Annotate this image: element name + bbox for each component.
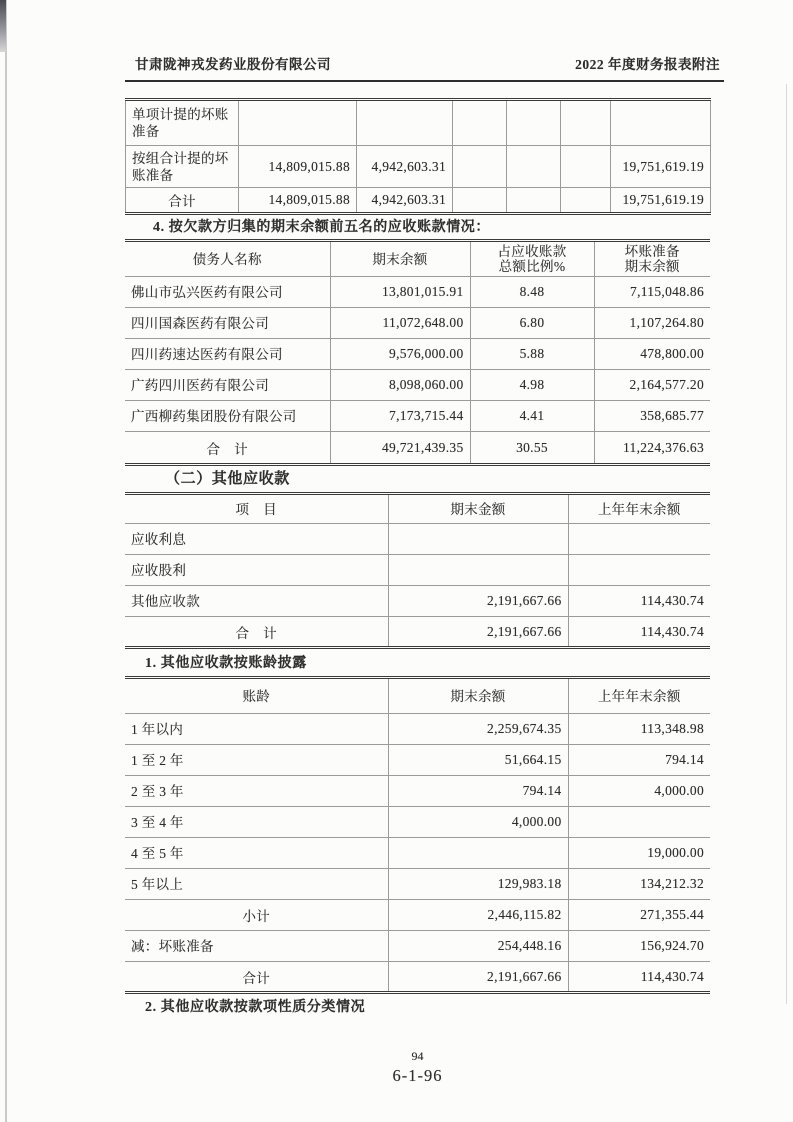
section2-heading: （二）其他应收款 <box>165 471 290 487</box>
cell-value <box>561 100 611 146</box>
scan-edge-line-right <box>786 84 787 1004</box>
cell-closing: 9,576,000.00 <box>330 339 470 370</box>
cell-debtor: 佛山市弘兴医药有限公司 <box>125 277 330 308</box>
cell-value <box>507 188 561 214</box>
cell-value: 4,942,603.31 <box>357 188 453 214</box>
col-header-ratio-line2: 总额比例% <box>498 259 566 274</box>
scan-corner-artifact <box>0 0 6 52</box>
cell-prior <box>568 524 710 555</box>
report-title: 2022 年度财务报表附注 <box>575 57 720 72</box>
table-row <box>126 146 711 188</box>
cell-label: 按组合计提的坏账准备 <box>126 146 239 188</box>
cell-item: 其他应收款 <box>125 586 388 617</box>
col-header-age: 账龄 <box>125 678 388 714</box>
page-header <box>125 53 724 82</box>
cell-age: 1 至 2 年 <box>125 745 388 776</box>
cell-label: 合计 <box>168 194 196 209</box>
cell-value: 14,809,015.88 <box>239 146 357 188</box>
cell-closing: 794.14 <box>388 776 568 807</box>
note2-heading: 2. 其他应收款按款项性质分类情况 <box>145 1000 366 1015</box>
cell-value: 19,751,619.19 <box>611 188 711 214</box>
cell-value: 4,942,603.31 <box>357 146 453 188</box>
bad-debt-provision-table <box>125 98 711 215</box>
col-header-closing: 期末余额 <box>388 678 568 714</box>
scan-edge-line <box>5 0 7 1122</box>
table-row <box>126 100 711 146</box>
cell-total-label: 合 计 <box>235 625 277 641</box>
top5-receivables-table <box>125 239 710 466</box>
aging-table <box>125 676 710 994</box>
table-row <box>125 555 710 586</box>
cell-ratio: 6.80 <box>470 308 594 339</box>
cell-prior: 19,000.00 <box>568 838 710 869</box>
table-row-total <box>125 962 710 993</box>
cell-value <box>507 146 561 188</box>
cell-closing: 13,801,015.91 <box>330 277 470 308</box>
cell-prior: 271,355.44 <box>568 900 710 931</box>
col-header-ratio-line1: 占应收账款 <box>497 244 567 259</box>
cell-prior: 134,212.32 <box>568 869 710 900</box>
cell-age: 1 年以内 <box>125 714 388 745</box>
cell-closing: 2,446,115.82 <box>388 900 568 931</box>
cell-value <box>453 146 507 188</box>
cell-value <box>453 188 507 214</box>
company-name: 甘肃陇神戎发药业股份有限公司 <box>135 57 331 72</box>
col-header-prior: 上年年末余额 <box>568 678 710 714</box>
cell-value: 19,751,619.19 <box>611 146 711 188</box>
cell-age: 减：坏账准备 <box>125 931 388 962</box>
cell-value <box>507 100 561 146</box>
cell-value: 14,809,015.88 <box>239 188 357 214</box>
col-header-debtor: 债务人名称 <box>125 241 330 277</box>
table-row <box>125 838 710 869</box>
cell-item: 应收利息 <box>125 524 388 555</box>
cell-provision: 11,224,376.63 <box>594 432 710 465</box>
col-header-ratio <box>470 241 594 277</box>
cell-prior: 113,348.98 <box>568 714 710 745</box>
cell-ratio: 4.41 <box>470 401 594 432</box>
table-row <box>125 370 710 401</box>
cell-ratio: 8.48 <box>470 277 594 308</box>
cell-provision: 478,800.00 <box>594 339 710 370</box>
doc-code: 6-1-96 <box>392 1066 443 1085</box>
col-header-provision-line2: 期末余额 <box>624 259 680 274</box>
cell-debtor: 四川国森医药有限公司 <box>125 308 330 339</box>
table-row-total <box>125 617 710 648</box>
cell-closing: 2,191,667.66 <box>388 617 568 648</box>
cell-debtor: 四川药速达医药有限公司 <box>125 339 330 370</box>
cell-provision: 358,685.77 <box>594 401 710 432</box>
cell-age: 2 至 3 年 <box>125 776 388 807</box>
cell-item: 应收股利 <box>125 555 388 586</box>
table-row <box>125 745 710 776</box>
table-row <box>125 524 710 555</box>
table-row <box>125 277 710 308</box>
col-header-provision-line1: 坏账准备 <box>624 244 680 259</box>
table-header-row <box>125 494 710 524</box>
other-receivables-table <box>125 492 710 649</box>
cell-value <box>561 188 611 214</box>
table-row-subtotal <box>125 900 710 931</box>
cell-prior <box>568 555 710 586</box>
cell-closing <box>388 555 568 586</box>
cell-age: 5 年以上 <box>125 869 388 900</box>
table-row <box>125 931 710 962</box>
cell-total-label: 合计 <box>242 970 271 986</box>
cell-closing: 4,000.00 <box>388 807 568 838</box>
cell-value <box>357 100 453 146</box>
cell-total-label: 合 计 <box>206 441 248 457</box>
cell-debtor: 广西柳药集团股份有限公司 <box>125 401 330 432</box>
table-header-row <box>125 678 710 714</box>
cell-prior <box>568 807 710 838</box>
cell-closing: 11,072,648.00 <box>330 308 470 339</box>
cell-provision: 2,164,577.20 <box>594 370 710 401</box>
cell-closing: 129,983.18 <box>388 869 568 900</box>
cell-ratio: 4.98 <box>470 370 594 401</box>
cell-value <box>561 146 611 188</box>
cell-closing <box>388 838 568 869</box>
col-header-prior: 上年年末余额 <box>568 494 710 524</box>
table-row-total <box>126 188 711 214</box>
cell-ratio: 5.88 <box>470 339 594 370</box>
table-row <box>125 714 710 745</box>
cell-closing: 254,448.16 <box>388 931 568 962</box>
cell-closing: 8,098,060.00 <box>330 370 470 401</box>
cell-subtotal-label: 小计 <box>125 900 388 931</box>
col-header-closing: 期末余额 <box>330 241 470 277</box>
table-row <box>125 401 710 432</box>
table-row <box>125 776 710 807</box>
cell-prior: 4,000.00 <box>568 776 710 807</box>
cell-label: 单项计提的坏账准备 <box>126 100 239 146</box>
col-header-provision <box>594 241 710 277</box>
cell-prior: 114,430.74 <box>568 586 710 617</box>
cell-prior: 156,924.70 <box>568 931 710 962</box>
cell-prior: 114,430.74 <box>568 617 710 648</box>
note4-heading: 4. 按欠款方归集的期末余额前五名的应收账款情况： <box>153 220 490 235</box>
table-row-total <box>125 432 710 465</box>
cell-prior: 794.14 <box>568 745 710 776</box>
cell-ratio: 30.55 <box>470 432 594 465</box>
cell-age: 4 至 5 年 <box>125 838 388 869</box>
cell-provision: 7,115,048.86 <box>594 277 710 308</box>
table-row <box>125 308 710 339</box>
cell-prior: 114,430.74 <box>568 962 710 993</box>
table-row <box>125 586 710 617</box>
table-row <box>125 869 710 900</box>
cell-closing: 2,259,674.35 <box>388 714 568 745</box>
cell-closing: 7,173,715.44 <box>330 401 470 432</box>
cell-closing: 49,721,439.35 <box>330 432 470 465</box>
note1-heading: 1. 其他应收款按账龄披露 <box>145 656 307 671</box>
cell-provision: 1,107,264.80 <box>594 308 710 339</box>
cell-closing <box>388 524 568 555</box>
cell-debtor: 广药四川医药有限公司 <box>125 370 330 401</box>
page-number: 94 <box>411 1049 424 1063</box>
cell-closing: 2,191,667.66 <box>388 962 568 993</box>
col-header-item: 项 目 <box>125 494 388 524</box>
cell-value <box>611 100 711 146</box>
cell-value <box>239 100 357 146</box>
table-row <box>125 807 710 838</box>
table-row <box>125 339 710 370</box>
cell-value <box>453 100 507 146</box>
cell-age: 3 至 4 年 <box>125 807 388 838</box>
cell-closing: 2,191,667.66 <box>388 586 568 617</box>
col-header-closing: 期末金额 <box>388 494 568 524</box>
table-header-row <box>125 241 710 277</box>
cell-closing: 51,664.15 <box>388 745 568 776</box>
